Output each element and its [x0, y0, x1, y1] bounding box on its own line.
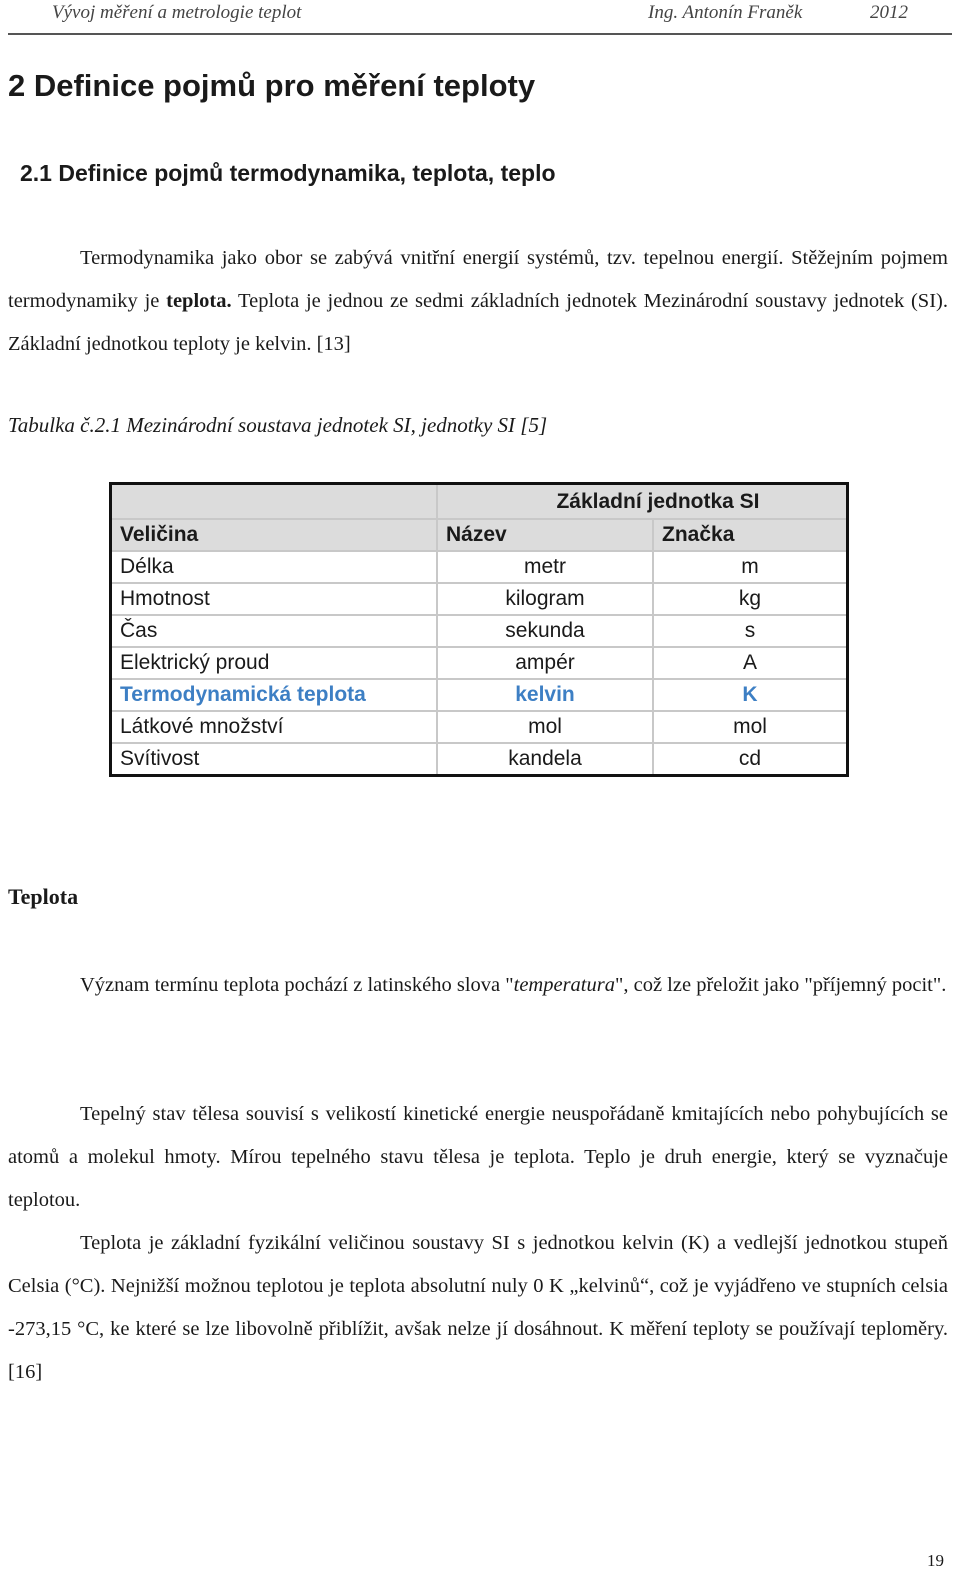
cell-name: kelvin: [437, 679, 653, 711]
cell-quantity: Látkové množství: [111, 711, 438, 743]
header-title: Vývoj měření a metrologie teplot: [52, 2, 302, 23]
paragraph-thermal-state: [8, 1093, 948, 1222]
cell-quantity: Svítivost: [111, 743, 438, 776]
col-header-symbol: Značka: [653, 519, 848, 551]
cell-quantity: Čas: [111, 615, 438, 647]
p1-text-1: Význam termínu teplota pochází z latinského slova ": [80, 974, 514, 996]
header-empty-cell: [111, 484, 438, 520]
p3-text: Teplota je základní fyzikální veličinou soustavy SI s jednotkou kelvin (K) a vedlejší jednotkou stupeň Celsia (°C). Nejnižší možnou teplotou je teplota absolutní nuly 0 K „kelvinů“, což je vyjádřeno ve stupních celsia -273,15 °C, ke které se lze libovolně přiblížit, avšak nelze jí dosáhnout. K měření teploty se používají teploměry. [16]: [8, 1232, 948, 1383]
cell-symbol: kg: [653, 583, 848, 615]
table-row: [111, 743, 848, 776]
cell-symbol: mol: [653, 711, 848, 743]
cell-name: metr: [437, 551, 653, 583]
table-row: [111, 647, 848, 679]
cell-symbol: s: [653, 615, 848, 647]
cell-symbol: K: [653, 679, 848, 711]
section-title: 2.1 Definice pojmů termodynamika, teplota, teplo: [20, 160, 556, 186]
chapter-title: 2 Definice pojmů pro měření teploty: [8, 68, 536, 103]
cell-quantity: Hmotnost: [111, 583, 438, 615]
table-header-row: [111, 484, 848, 520]
paragraph-si-temperature: [8, 1222, 948, 1394]
p1-text-2: ", což lze přeložit jako "příjemný pocit".: [614, 974, 947, 996]
page-number: 19: [927, 1551, 944, 1570]
col-header-name: Název: [437, 519, 653, 551]
cell-name: mol: [437, 711, 653, 743]
table-row: [111, 615, 848, 647]
cell-quantity: Termodynamická teplota: [111, 679, 438, 711]
table-row-highlighted: [111, 679, 848, 711]
cell-symbol: m: [653, 551, 848, 583]
cell-name: sekunda: [437, 615, 653, 647]
page-header: [8, 0, 952, 35]
intro-text-2: Teplota je jednou ze sedmi základních jednotek Mezinárodní soustavy jednotek (SI). Základní jednotkou teploty je kelvin. [13]: [8, 290, 948, 355]
teplota-heading: Teplota: [8, 884, 79, 909]
intro-bold-term: teplota.: [166, 290, 232, 312]
cell-name: kilogram: [437, 583, 653, 615]
header-author: Ing. Antonín Franěk: [648, 2, 803, 23]
p1-italic-term: temperatura: [513, 974, 615, 996]
table-row: [111, 551, 848, 583]
intro-text-1: Termodynamika jako obor se zabývá vnitřní energií systémů, tzv. tepelnou energií. Stěžejním pojmem termodynamiky je: [8, 247, 948, 312]
table-caption: Tabulka č.2.1 Mezinárodní soustava jednotek SI, jednotky SI [5]: [8, 413, 548, 437]
intro-paragraph: [8, 237, 948, 366]
group-header: Základní jednotka SI: [437, 484, 848, 520]
cell-quantity: Elektrický proud: [111, 647, 438, 679]
cell-name: ampér: [437, 647, 653, 679]
cell-symbol: A: [653, 647, 848, 679]
table-column-header-row: [111, 519, 848, 551]
table-row: [111, 583, 848, 615]
table-row: [111, 711, 848, 743]
header-year: 2012: [870, 2, 908, 23]
p2-text: Tepelný stav tělesa souvisí s velikostí kinetické energie neuspořádaně kmitajících nebo pohybujících se atomů a molekul hmoty. Mírou tepelného stavu tělesa je teplota. Teplo je druh energie, který se vyznačuje teplotou.: [8, 1103, 948, 1211]
cell-name: kandela: [437, 743, 653, 776]
paragraph-meaning: [8, 964, 948, 1007]
si-units-table: [109, 482, 849, 777]
col-header-quantity: Veličina: [111, 519, 438, 551]
cell-symbol: cd: [653, 743, 848, 776]
cell-quantity: Délka: [111, 551, 438, 583]
